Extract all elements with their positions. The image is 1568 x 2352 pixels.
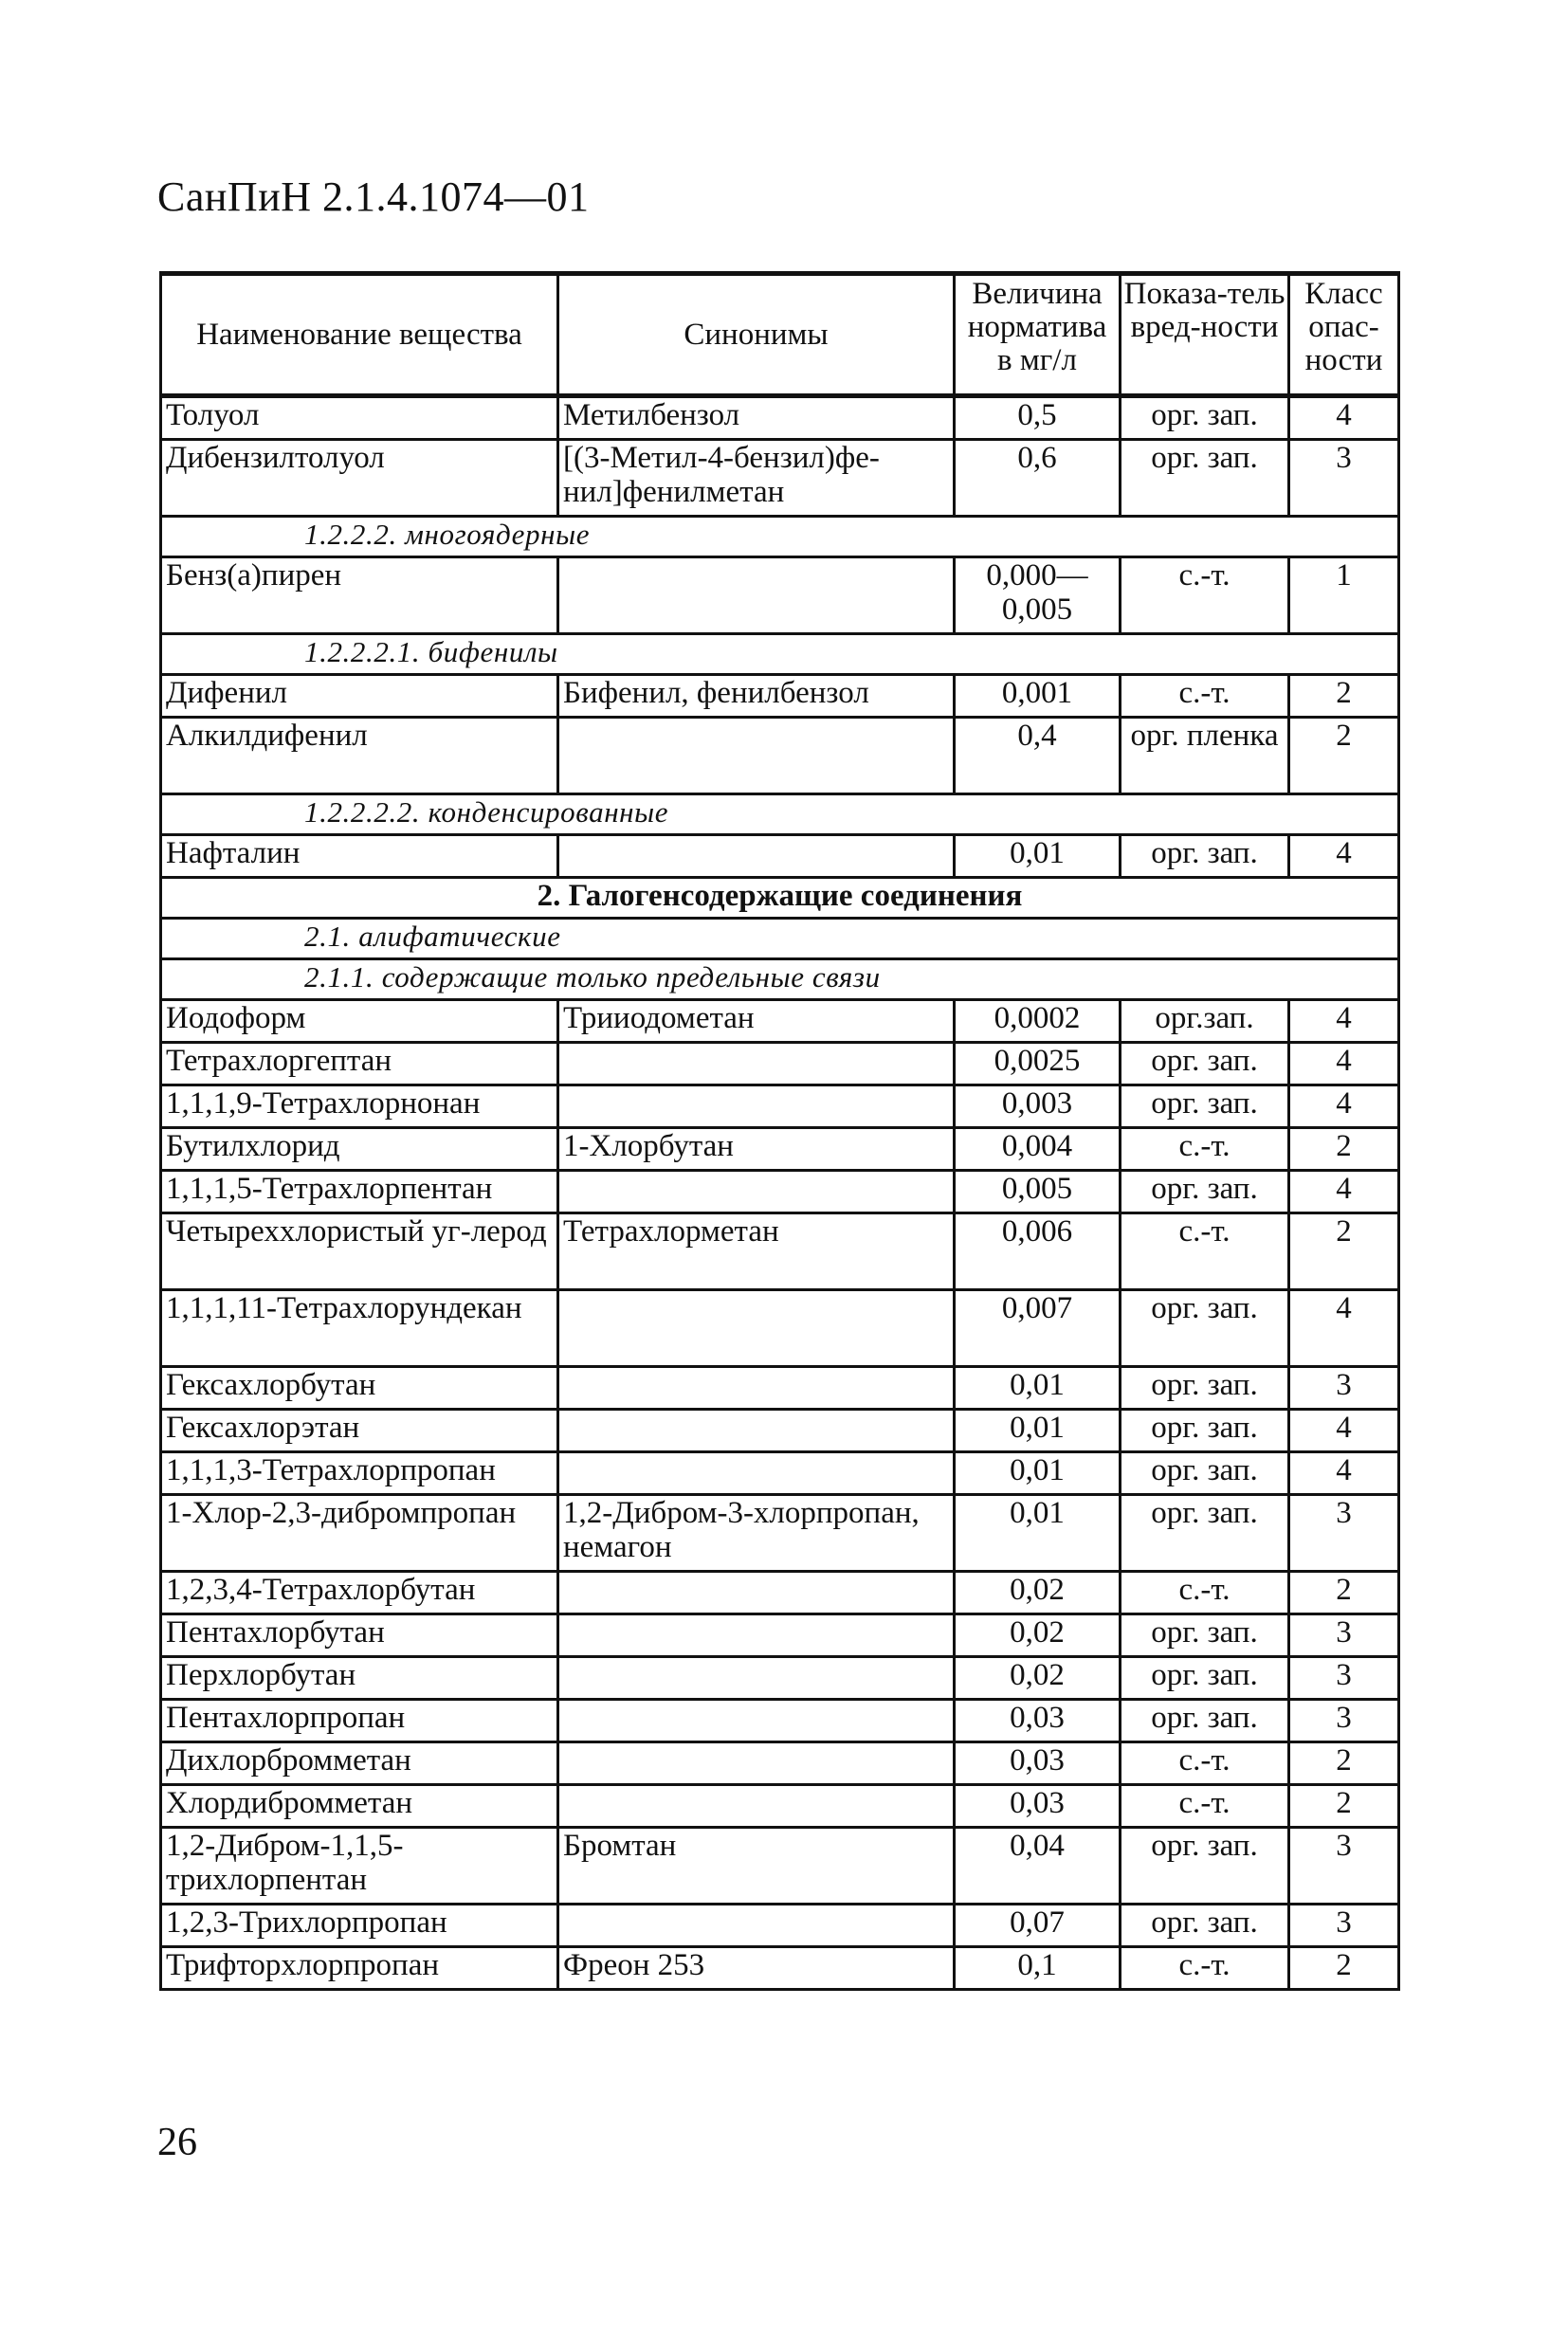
cell-substance-name: 1-Хлор-2,3-дибромпропан (161, 1495, 558, 1572)
cell-norm-value: 0,000—0,005 (955, 557, 1121, 634)
cell-indicator: орг. зап. (1121, 1290, 1289, 1367)
cell-substance-name: Гексахлорэтан (161, 1410, 558, 1452)
norms-table (159, 271, 1400, 1991)
table-row (161, 396, 1399, 440)
cell-indicator: орг. пленка (1121, 718, 1289, 794)
cell-norm-value: 0,1 (955, 1947, 1121, 1990)
cell-norm-value: 0,0025 (955, 1043, 1121, 1085)
cell-indicator: орг. зап. (1121, 1828, 1289, 1905)
table-row (161, 1410, 1399, 1452)
table-row (161, 1213, 1399, 1290)
cell-norm-value: 0,5 (955, 396, 1121, 440)
table-row (161, 1085, 1399, 1128)
table-row (161, 1742, 1399, 1785)
subsection-heading-row (161, 919, 1399, 959)
cell-norm-value: 0,03 (955, 1700, 1121, 1742)
cell-indicator: с.-т. (1121, 1128, 1289, 1171)
cell-synonyms (558, 1657, 955, 1700)
cell-hazard-class: 3 (1289, 1828, 1399, 1905)
cell-hazard-class: 4 (1289, 396, 1399, 440)
cell-substance-name: Перхлорбутан (161, 1657, 558, 1700)
subsection-heading: 1.2.2.2.2. конденсированные (161, 794, 1399, 835)
cell-synonyms (558, 1085, 955, 1128)
cell-hazard-class: 3 (1289, 1905, 1399, 1947)
cell-norm-value: 0,01 (955, 1410, 1121, 1452)
cell-norm-value: 0,4 (955, 718, 1121, 794)
table-row (161, 1367, 1399, 1410)
cell-synonyms (558, 1785, 955, 1828)
cell-indicator: орг. зап. (1121, 1495, 1289, 1572)
cell-indicator: орг. зап. (1121, 440, 1289, 517)
cell-hazard-class: 4 (1289, 1290, 1399, 1367)
cell-hazard-class: 3 (1289, 1657, 1399, 1700)
cell-hazard-class: 3 (1289, 1700, 1399, 1742)
column-header-name: Наименование вещества (161, 274, 558, 396)
cell-norm-value: 0,04 (955, 1828, 1121, 1905)
cell-hazard-class: 4 (1289, 1452, 1399, 1495)
cell-substance-name: 1,1,1,9-Тетрахлорнонан (161, 1085, 558, 1128)
cell-substance-name: Трифторхлорпропан (161, 1947, 558, 1990)
table-row (161, 718, 1399, 794)
subsection-heading: 2.1. алифатические (161, 919, 1399, 959)
cell-synonyms (558, 1742, 955, 1785)
cell-norm-value: 0,004 (955, 1128, 1121, 1171)
cell-substance-name: 1,1,1,5-Тетрахлорпентан (161, 1171, 558, 1213)
page-number: 26 (157, 2121, 197, 2164)
cell-hazard-class: 4 (1289, 1043, 1399, 1085)
cell-substance-name: Дибензилтолуол (161, 440, 558, 517)
cell-hazard-class: 2 (1289, 675, 1399, 718)
cell-substance-name: Нафталин (161, 835, 558, 878)
cell-indicator: с.-т. (1121, 1785, 1289, 1828)
cell-indicator: с.-т. (1121, 557, 1289, 634)
cell-substance-name: Бутилхлорид (161, 1128, 558, 1171)
cell-hazard-class: 4 (1289, 1410, 1399, 1452)
table-row (161, 1452, 1399, 1495)
cell-norm-value: 0,001 (955, 675, 1121, 718)
table-row (161, 1947, 1399, 1990)
column-header-hazard-class: Класс опас-ности (1289, 274, 1399, 396)
cell-norm-value: 0,02 (955, 1572, 1121, 1614)
cell-synonyms: Метилбензол (558, 396, 955, 440)
cell-synonyms (558, 1452, 955, 1495)
cell-substance-name: 1,1,1,3-Тетрахлорпропан (161, 1452, 558, 1495)
cell-hazard-class: 2 (1289, 1742, 1399, 1785)
cell-synonyms (558, 835, 955, 878)
table-row (161, 675, 1399, 718)
cell-synonyms (558, 1290, 955, 1367)
cell-synonyms: Бромтан (558, 1828, 955, 1905)
cell-norm-value: 0,02 (955, 1657, 1121, 1700)
cell-synonyms: Фреон 253 (558, 1947, 955, 1990)
cell-synonyms (558, 1043, 955, 1085)
cell-synonyms (558, 1614, 955, 1657)
cell-hazard-class: 2 (1289, 1128, 1399, 1171)
cell-substance-name: 1,2,3,4-Тетрахлорбутан (161, 1572, 558, 1614)
cell-synonyms (558, 1367, 955, 1410)
cell-norm-value: 0,07 (955, 1905, 1121, 1947)
cell-substance-name: Иодоформ (161, 1000, 558, 1043)
cell-substance-name: Гексахлорбутан (161, 1367, 558, 1410)
cell-synonyms: 1,2-Дибром-3-хлорпропан, немагон (558, 1495, 955, 1572)
cell-norm-value: 0,03 (955, 1785, 1121, 1828)
cell-hazard-class: 2 (1289, 1947, 1399, 1990)
cell-synonyms: Тетрахлорметан (558, 1213, 955, 1290)
cell-norm-value: 0,03 (955, 1742, 1121, 1785)
subsection-heading: 1.2.2.2. многоядерные (161, 517, 1399, 557)
table-row (161, 1495, 1399, 1572)
subsection-heading: 1.2.2.2.1. бифенилы (161, 634, 1399, 675)
cell-substance-name: Пентахлорпропан (161, 1700, 558, 1742)
cell-indicator: орг. зап. (1121, 1367, 1289, 1410)
cell-synonyms (558, 1410, 955, 1452)
cell-hazard-class: 3 (1289, 1367, 1399, 1410)
cell-synonyms: 1-Хлорбутан (558, 1128, 955, 1171)
cell-hazard-class: 2 (1289, 1785, 1399, 1828)
cell-synonyms (558, 1905, 955, 1947)
cell-hazard-class: 4 (1289, 835, 1399, 878)
subsection-heading: 2.1.1. содержащие только предельные связи (161, 959, 1399, 1000)
table-row (161, 557, 1399, 634)
cell-synonyms (558, 1572, 955, 1614)
cell-indicator: орг. зап. (1121, 1614, 1289, 1657)
page-header: СанПиН 2.1.4.1074—01 (157, 173, 590, 220)
cell-indicator: орг.зап. (1121, 1000, 1289, 1043)
table-row (161, 440, 1399, 517)
cell-indicator: орг. зап. (1121, 1452, 1289, 1495)
subsection-heading-row (161, 517, 1399, 557)
table-row (161, 1572, 1399, 1614)
cell-indicator: с.-т. (1121, 1213, 1289, 1290)
table-row (161, 1290, 1399, 1367)
cell-substance-name: 1,2-Дибром-1,1,5-трихлорпентан (161, 1828, 558, 1905)
cell-synonyms: Трииодометан (558, 1000, 955, 1043)
cell-substance-name: 1,2,3-Трихлорпропан (161, 1905, 558, 1947)
cell-norm-value: 0,01 (955, 1367, 1121, 1410)
cell-hazard-class: 4 (1289, 1085, 1399, 1128)
cell-norm-value: 0,005 (955, 1171, 1121, 1213)
subsection-heading-row (161, 634, 1399, 675)
cell-hazard-class: 2 (1289, 1572, 1399, 1614)
table-row (161, 1828, 1399, 1905)
table-header (161, 274, 1399, 396)
column-header-synonyms: Синонимы (558, 274, 955, 396)
table-row (161, 1700, 1399, 1742)
table-body (161, 396, 1399, 1990)
section-heading-row (161, 878, 1399, 919)
cell-hazard-class: 2 (1289, 718, 1399, 794)
table-row (161, 1128, 1399, 1171)
cell-indicator: орг. зап. (1121, 1043, 1289, 1085)
table-row (161, 1614, 1399, 1657)
cell-indicator: орг. зап. (1121, 1905, 1289, 1947)
cell-hazard-class: 3 (1289, 1614, 1399, 1657)
cell-indicator: орг. зап. (1121, 1410, 1289, 1452)
cell-synonyms: [(3-Метил-4-бензил)фе-нил]фенилметан (558, 440, 955, 517)
cell-indicator: с.-т. (1121, 1572, 1289, 1614)
cell-norm-value: 0,01 (955, 835, 1121, 878)
cell-synonyms: Бифенил, фенилбензол (558, 675, 955, 718)
cell-substance-name: Хлордибромметан (161, 1785, 558, 1828)
cell-hazard-class: 2 (1289, 1213, 1399, 1290)
cell-norm-value: 0,01 (955, 1452, 1121, 1495)
cell-synonyms (558, 1171, 955, 1213)
cell-norm-value: 0,006 (955, 1213, 1121, 1290)
cell-norm-value: 0,007 (955, 1290, 1121, 1367)
section-heading: 2. Галогенсодержащие соединения (161, 878, 1399, 919)
cell-norm-value: 0,003 (955, 1085, 1121, 1128)
cell-synonyms (558, 1700, 955, 1742)
column-header-norm-value: Величина норматива в мг/л (955, 274, 1121, 396)
cell-norm-value: 0,0002 (955, 1000, 1121, 1043)
cell-indicator: орг. зап. (1121, 1657, 1289, 1700)
table-row (161, 1657, 1399, 1700)
cell-hazard-class: 4 (1289, 1171, 1399, 1213)
cell-hazard-class: 3 (1289, 440, 1399, 517)
table-row (161, 1043, 1399, 1085)
cell-indicator: с.-т. (1121, 1742, 1289, 1785)
cell-hazard-class: 4 (1289, 1000, 1399, 1043)
cell-indicator: с.-т. (1121, 1947, 1289, 1990)
cell-substance-name: Толуол (161, 396, 558, 440)
cell-indicator: орг. зап. (1121, 1700, 1289, 1742)
cell-norm-value: 0,02 (955, 1614, 1121, 1657)
subsection-heading-row (161, 794, 1399, 835)
table-row (161, 1171, 1399, 1213)
cell-substance-name: 1,1,1,11-Тетрахлорундекан (161, 1290, 558, 1367)
cell-synonyms (558, 718, 955, 794)
cell-indicator: орг. зап. (1121, 1085, 1289, 1128)
cell-indicator: орг. зап. (1121, 835, 1289, 878)
cell-synonyms (558, 557, 955, 634)
cell-substance-name: Пентахлорбутан (161, 1614, 558, 1657)
table-row (161, 1000, 1399, 1043)
cell-substance-name: Алкилдифенил (161, 718, 558, 794)
cell-indicator: орг. зап. (1121, 396, 1289, 440)
cell-indicator: орг. зап. (1121, 1171, 1289, 1213)
subsection-heading-row (161, 959, 1399, 1000)
table-row (161, 835, 1399, 878)
cell-norm-value: 0,01 (955, 1495, 1121, 1572)
cell-substance-name: Четыреххлористый уг-лерод (161, 1213, 558, 1290)
cell-substance-name: Бенз(а)пирен (161, 557, 558, 634)
cell-substance-name: Дихлорбромметан (161, 1742, 558, 1785)
cell-substance-name: Дифенил (161, 675, 558, 718)
column-header-indicator: Показа-тель вред-ности (1121, 274, 1289, 396)
cell-hazard-class: 3 (1289, 1495, 1399, 1572)
cell-indicator: с.-т. (1121, 675, 1289, 718)
table-row (161, 1905, 1399, 1947)
cell-hazard-class: 1 (1289, 557, 1399, 634)
cell-substance-name: Тетрахлоргептан (161, 1043, 558, 1085)
cell-norm-value: 0,6 (955, 440, 1121, 517)
table-row (161, 1785, 1399, 1828)
